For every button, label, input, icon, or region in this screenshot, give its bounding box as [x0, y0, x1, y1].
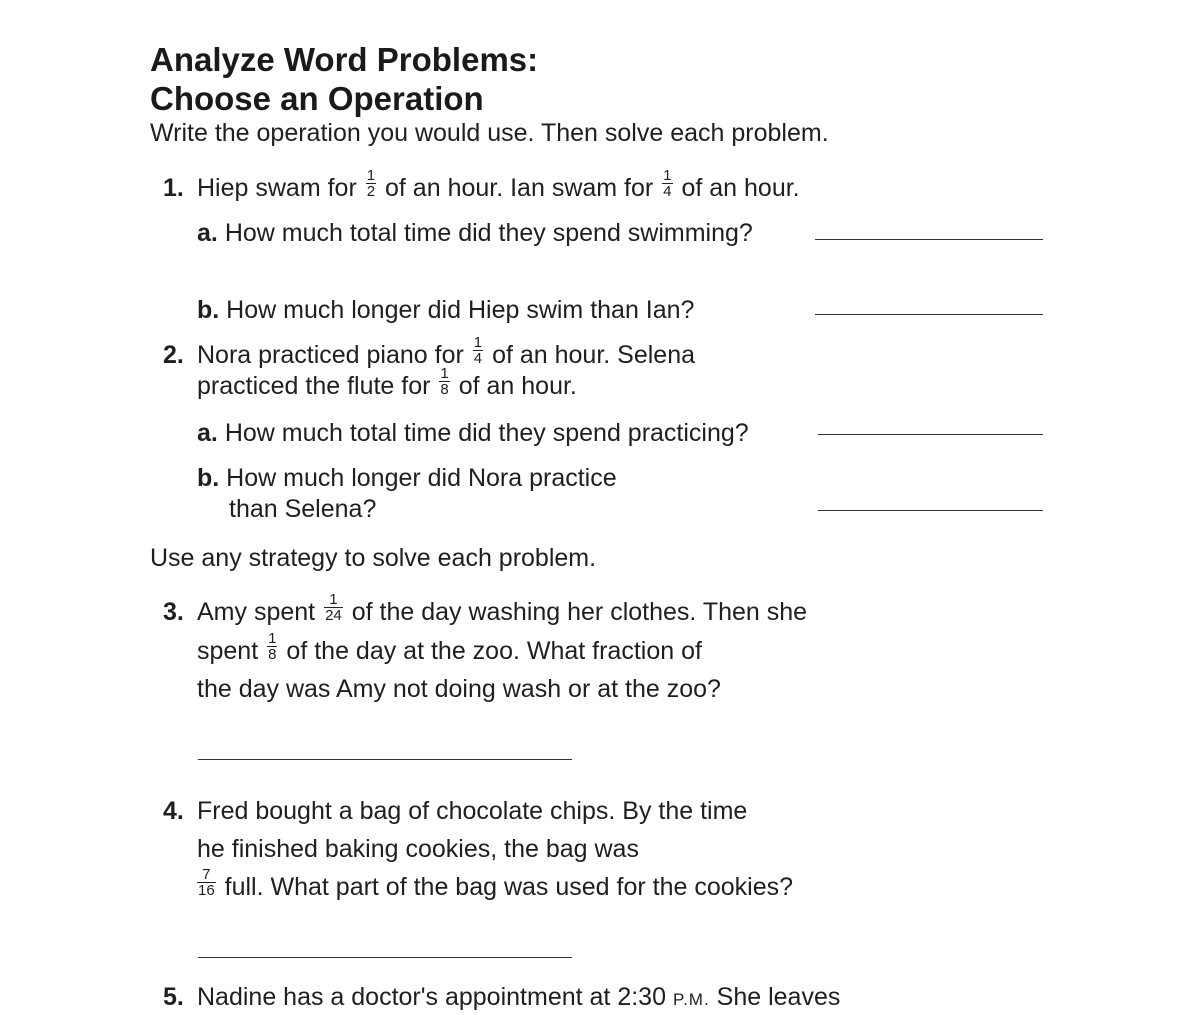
numerator: 7: [197, 867, 216, 883]
problem-5-text-part: She leaves: [716, 983, 841, 1011]
problem-5-text-part: Nadine has a doctor's appointment at 2:30: [197, 983, 666, 1011]
problem-3-text-part: Amy spent: [197, 598, 316, 626]
problem-2a-text: How much total time did they spend practicing?: [224, 419, 749, 447]
fraction-one-quarter: [662, 168, 672, 199]
problem-2-text-part: of an hour.: [458, 372, 577, 400]
problem-4-text-line2: he finished baking cookies, the bag was: [197, 835, 639, 863]
problem-1b: [197, 295, 694, 325]
problem-2-text-line2: [197, 364, 577, 401]
answer-line-2b[interactable]: [818, 510, 1043, 511]
problem-3-text-line3: the day was Amy not doing wash or at the zoo?: [197, 675, 721, 703]
problem-5-number: 5.: [163, 983, 184, 1011]
problem-1-text-part: of an hour.: [681, 174, 800, 202]
problem-4-number: 4.: [163, 797, 184, 825]
answer-line-4[interactable]: [198, 957, 572, 958]
answer-line-1a[interactable]: [815, 239, 1043, 240]
problem-3-number: 3.: [163, 598, 184, 626]
problem-2-text-part: Nora practiced piano for: [197, 341, 464, 369]
instructions-strategy: Use any strategy to solve each problem.: [150, 544, 597, 572]
denominator: 8: [440, 380, 449, 398]
part-letter: b.: [197, 296, 220, 324]
answer-line-2a[interactable]: [818, 434, 1043, 435]
problem-4-text-part: full. What part of the bag was used for the cookies?: [224, 873, 794, 901]
denominator: 4: [473, 349, 483, 367]
numerator: 1: [268, 629, 277, 647]
part-letter: a.: [197, 419, 218, 447]
problem-2b: [197, 463, 617, 493]
problem-2-number: 2.: [163, 341, 184, 369]
pm-label: P.M.: [672, 990, 710, 1009]
problem-4-text-line1: Fred bought a bag of chocolate chips. By the time: [197, 797, 748, 825]
part-letter: a.: [197, 219, 218, 247]
problem-1-number: 1.: [163, 174, 184, 202]
fraction-one-eighth: [267, 631, 277, 662]
title-line-2: Choose an Operation: [150, 80, 484, 117]
denominator: 8: [268, 645, 277, 663]
problem-4-text-line3: [197, 865, 794, 902]
numerator: 1: [473, 333, 483, 351]
problem-2b-text-line2: than Selena?: [229, 495, 377, 523]
numerator: 1: [324, 592, 343, 608]
title-line-1: Analyze Word Problems:: [150, 41, 539, 78]
problem-2a: [197, 418, 749, 448]
part-letter: b.: [197, 464, 220, 492]
problem-5-text-line1: [197, 982, 840, 1015]
problem-3-text-line1: [197, 590, 808, 627]
numerator: 1: [440, 364, 449, 382]
problem-1a-text: How much total time did they spend swimming?: [224, 219, 753, 247]
answer-line-3[interactable]: [198, 759, 572, 760]
problem-1b-text: How much longer did Hiep swim than Ian?: [226, 296, 695, 324]
problem-1-text-part: Hiep swam for: [197, 174, 357, 202]
denominator: 4: [663, 182, 672, 200]
page-title: [150, 40, 538, 118]
fraction-one-twentyfourth: [324, 592, 343, 623]
problem-3-text-part: of the day washing her clothes. Then she: [351, 598, 808, 626]
fraction-seven-sixteenths: [197, 867, 216, 898]
denominator: 24: [325, 606, 342, 624]
problem-1a: [197, 218, 753, 248]
fraction-one-eighth: [439, 366, 449, 397]
problem-3-text-line2: [197, 629, 702, 666]
fraction-one-half: [366, 168, 376, 199]
numerator: 1: [366, 166, 376, 184]
numerator: 1: [663, 166, 672, 184]
problem-2-text-part: of an hour. Selena: [492, 341, 696, 369]
problem-2-text-part: practiced the flute for: [197, 372, 431, 400]
denominator: 16: [198, 881, 215, 899]
fraction-one-quarter: [473, 335, 483, 366]
problem-3-text-part: of the day at the zoo. What fraction of: [286, 637, 702, 665]
problem-2b-text: How much longer did Nora practice: [226, 464, 617, 492]
problem-1-text-part: of an hour. Ian swam for: [385, 174, 654, 202]
problem-3-text-part: spent: [197, 637, 259, 665]
denominator: 2: [366, 182, 376, 200]
instructions-operation: Write the operation you would use. Then solve each problem.: [150, 119, 829, 147]
problem-1-text: [197, 166, 800, 203]
answer-line-1b[interactable]: [815, 314, 1043, 315]
